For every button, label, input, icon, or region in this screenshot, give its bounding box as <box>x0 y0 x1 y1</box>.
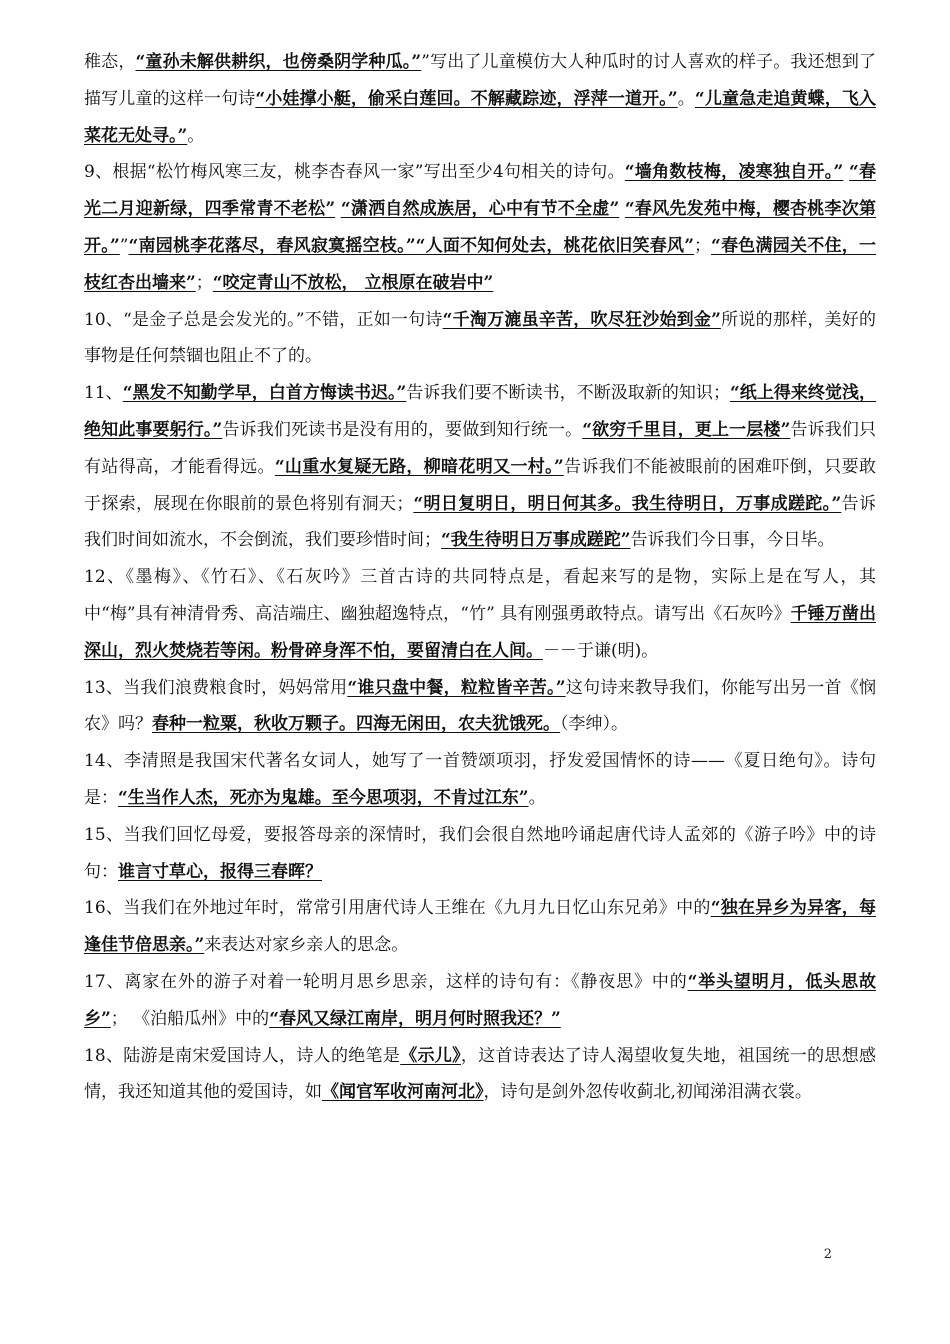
text-segment: 所说的那样，美好的事物是任何禁锢也阻止不了的。 <box>84 309 877 367</box>
page-number: 2 <box>823 1247 832 1262</box>
paragraph-4 <box>84 375 876 559</box>
poem-answer: “我生待明日万事成蹉跎” <box>441 530 631 551</box>
poem-answer: “墙角数枝梅，凌寒独自开。” <box>624 162 844 183</box>
text-segment: （李绅）。 <box>560 714 628 735</box>
poem-answer: “春风又绿江南岸，明月何时照我还？” <box>269 1008 561 1029</box>
paragraph-8 <box>84 817 876 891</box>
poem-answer: “儿童急走追黄蝶，飞入菜花无处寻。” <box>84 88 877 146</box>
text-segment: ，这首诗表达了诗人渴望收复失地，祖国统一的思想感情，我还知道其他的爱国诗，如 <box>84 1045 877 1103</box>
text-segment: 13、当我们浪费粮食时，妈妈常用 <box>84 677 348 698</box>
text-segment: 12、《墨梅》、《竹石》、《石灰吟》三首古诗的共同特点是，看起来写的是物，实际上是在写人，其中“梅”具有神清骨秀、高洁端庄、幽独超逸特点，“竹” 具有刚强勇敢特点。请写出《石灰吟》 <box>84 567 876 624</box>
text-segment: 。 <box>187 125 205 146</box>
poem-answer: “春风先发苑中梅，樱杏桃李次第开。” <box>84 199 877 256</box>
document-body <box>84 44 876 1111</box>
poem-answer: 春种一粒粟，秋收万颗子。四海无闲田，农夫犹饿死。 <box>152 714 560 735</box>
paragraph-9 <box>84 890 876 964</box>
paragraph-11 <box>84 1038 876 1112</box>
poem-answer: “咬定青山不放松， 立根原在破岩中” <box>212 272 494 293</box>
poem-answer: “山重水复疑无路，柳暗花明又一村。” <box>274 456 564 477</box>
text-segment: 告诉我们今日事，今日毕。 <box>630 530 835 551</box>
text-segment: 告诉我们只有站得高，才能看得远。 <box>84 419 877 477</box>
poem-answer: “欲穷千里目，更上一层楼” <box>582 419 791 440</box>
poem-answer: “明日复明日，明日何其多。我生待明日，万事成蹉跎。” <box>413 493 842 514</box>
paragraph-2 <box>84 154 876 301</box>
text-segment: 。 <box>677 88 695 109</box>
poem-answer: “举头望明月，低头思故乡” <box>84 971 876 1029</box>
text-segment: 这句诗来教导我们，你能写出另一首《悯农》吗？ <box>84 677 876 735</box>
paragraph-7 <box>84 743 876 817</box>
text-segment: 稚态， <box>84 52 136 72</box>
text-segment: 16、当我们在外地过年时，常常引用唐代诗人王维在《九月九日忆山东兄弟》中的 <box>84 898 711 919</box>
paragraph-5 <box>84 559 876 669</box>
poem-answer: “独在异乡为异客，每逢佳节倍思亲。” <box>84 898 876 956</box>
text-segment: ，诗句是剑外忽传收蓟北,初闻涕泪满衣裳。 <box>483 1082 812 1103</box>
poem-answer: “生当作人杰，死亦为鬼雄。至今思项羽，不肯过江东” <box>118 787 529 808</box>
poem-answer: “纸上得来终觉浅，绝知此事要躬行。” <box>84 383 877 440</box>
text-segment: ” <box>119 235 129 256</box>
text-segment: 9、根据“松竹梅风寒三友，桃李杏春风一家”写出至少4句相关的诗句。 <box>84 162 625 183</box>
poem-answer: “黑发不知勤学早，白首方悔读书迟。” <box>122 383 407 404</box>
text-segment: ； 《泊船瓜州》中的 <box>110 1008 270 1029</box>
poem-answer: “春色满园关不住，一枝红杏出墙来” <box>84 235 876 293</box>
text-segment: 。 <box>528 787 546 808</box>
paragraph-1 <box>84 44 876 154</box>
poem-answer: 谁言寸草心，报得三春晖？ <box>118 861 322 882</box>
text-segment: －－于谦(明)。 <box>543 640 659 661</box>
poem-answer: “谁只盘中餐，粒粒皆辛苦。” <box>347 677 566 698</box>
poem-answer: “人面不知何处去，桃花依旧笑春风” <box>415 235 695 256</box>
text-segment: 告诉我们死读书是没有用的，要做到知行统一。 <box>222 419 583 440</box>
text-segment: ； <box>694 235 712 256</box>
poem-answer: “童孙未解供耕织，也傍桑阴学种瓜。” <box>135 52 422 72</box>
text-segment: 14、李清照是我国宋代著名女词人，她写了一首赞颂项羽，抒发爱国情怀的诗——《夏日绝句》。诗句是： <box>84 751 876 808</box>
poem-answer: “南园桃李花落尽，春风寂寞摇空枝。” <box>128 235 416 256</box>
text-segment: ； <box>195 272 213 293</box>
text-segment: 17、离家在外的游子对着一轮明月思乡思亲，这样的诗句有：《静夜思》中的 <box>84 971 688 992</box>
text-segment: 11、 <box>84 383 123 404</box>
text-segment: 10、“是金子总是会发光的。”不错，正如一句诗 <box>84 309 443 330</box>
poem-answer: “春光二月迎新绿，四季常青不老松” <box>84 162 877 220</box>
text-segment: 18、陆游是南宋爱国诗人，诗人的绝笔是 <box>84 1045 401 1066</box>
poem-answer: 千锤万凿出深山，烈火焚烧若等闲。粉骨碎身浑不怕，要留清白在人间。 <box>84 603 876 661</box>
text-segment: ”写出了儿童模仿大人种瓜时的讨人喜欢的样子。我还想到了描写儿童的这样一句诗 <box>84 52 876 109</box>
poem-answer: “小娃撑小艇，偷采白莲回。不解藏踪迹，浮萍一道开。” <box>255 88 678 109</box>
text-segment: 15、当我们回忆母爱，要报答母亲的深情时，我们会很自然地吟诵起唐代诗人孟郊的《游子吟》中的诗句： <box>84 824 876 882</box>
poem-answer: 《示儿》 <box>400 1045 461 1066</box>
text-segment: 告诉我们要不断读书，不断汲取新的知识； <box>406 383 730 404</box>
text-segment: 来表达对家乡亲人的思念。 <box>204 935 409 956</box>
paragraph-3 <box>84 302 876 376</box>
text-segment: 告诉我们时间如流水，不会倒流，我们要珍惜时间； <box>84 493 877 551</box>
paragraph-10 <box>84 964 876 1038</box>
poem-answer: “潇洒自然成族居，心中有节不全虚” <box>340 199 620 220</box>
text-segment: 告诉我们不能被眼前的困难吓倒，只要敢于探索，展现在你眼前的景色将别有洞天； <box>84 456 877 514</box>
poem-answer: 《闻官军收河南河北》 <box>322 1082 484 1103</box>
paragraph-6 <box>84 670 876 744</box>
poem-answer: “千淘万漉虽辛苦，吹尽狂沙始到金” <box>442 309 721 330</box>
